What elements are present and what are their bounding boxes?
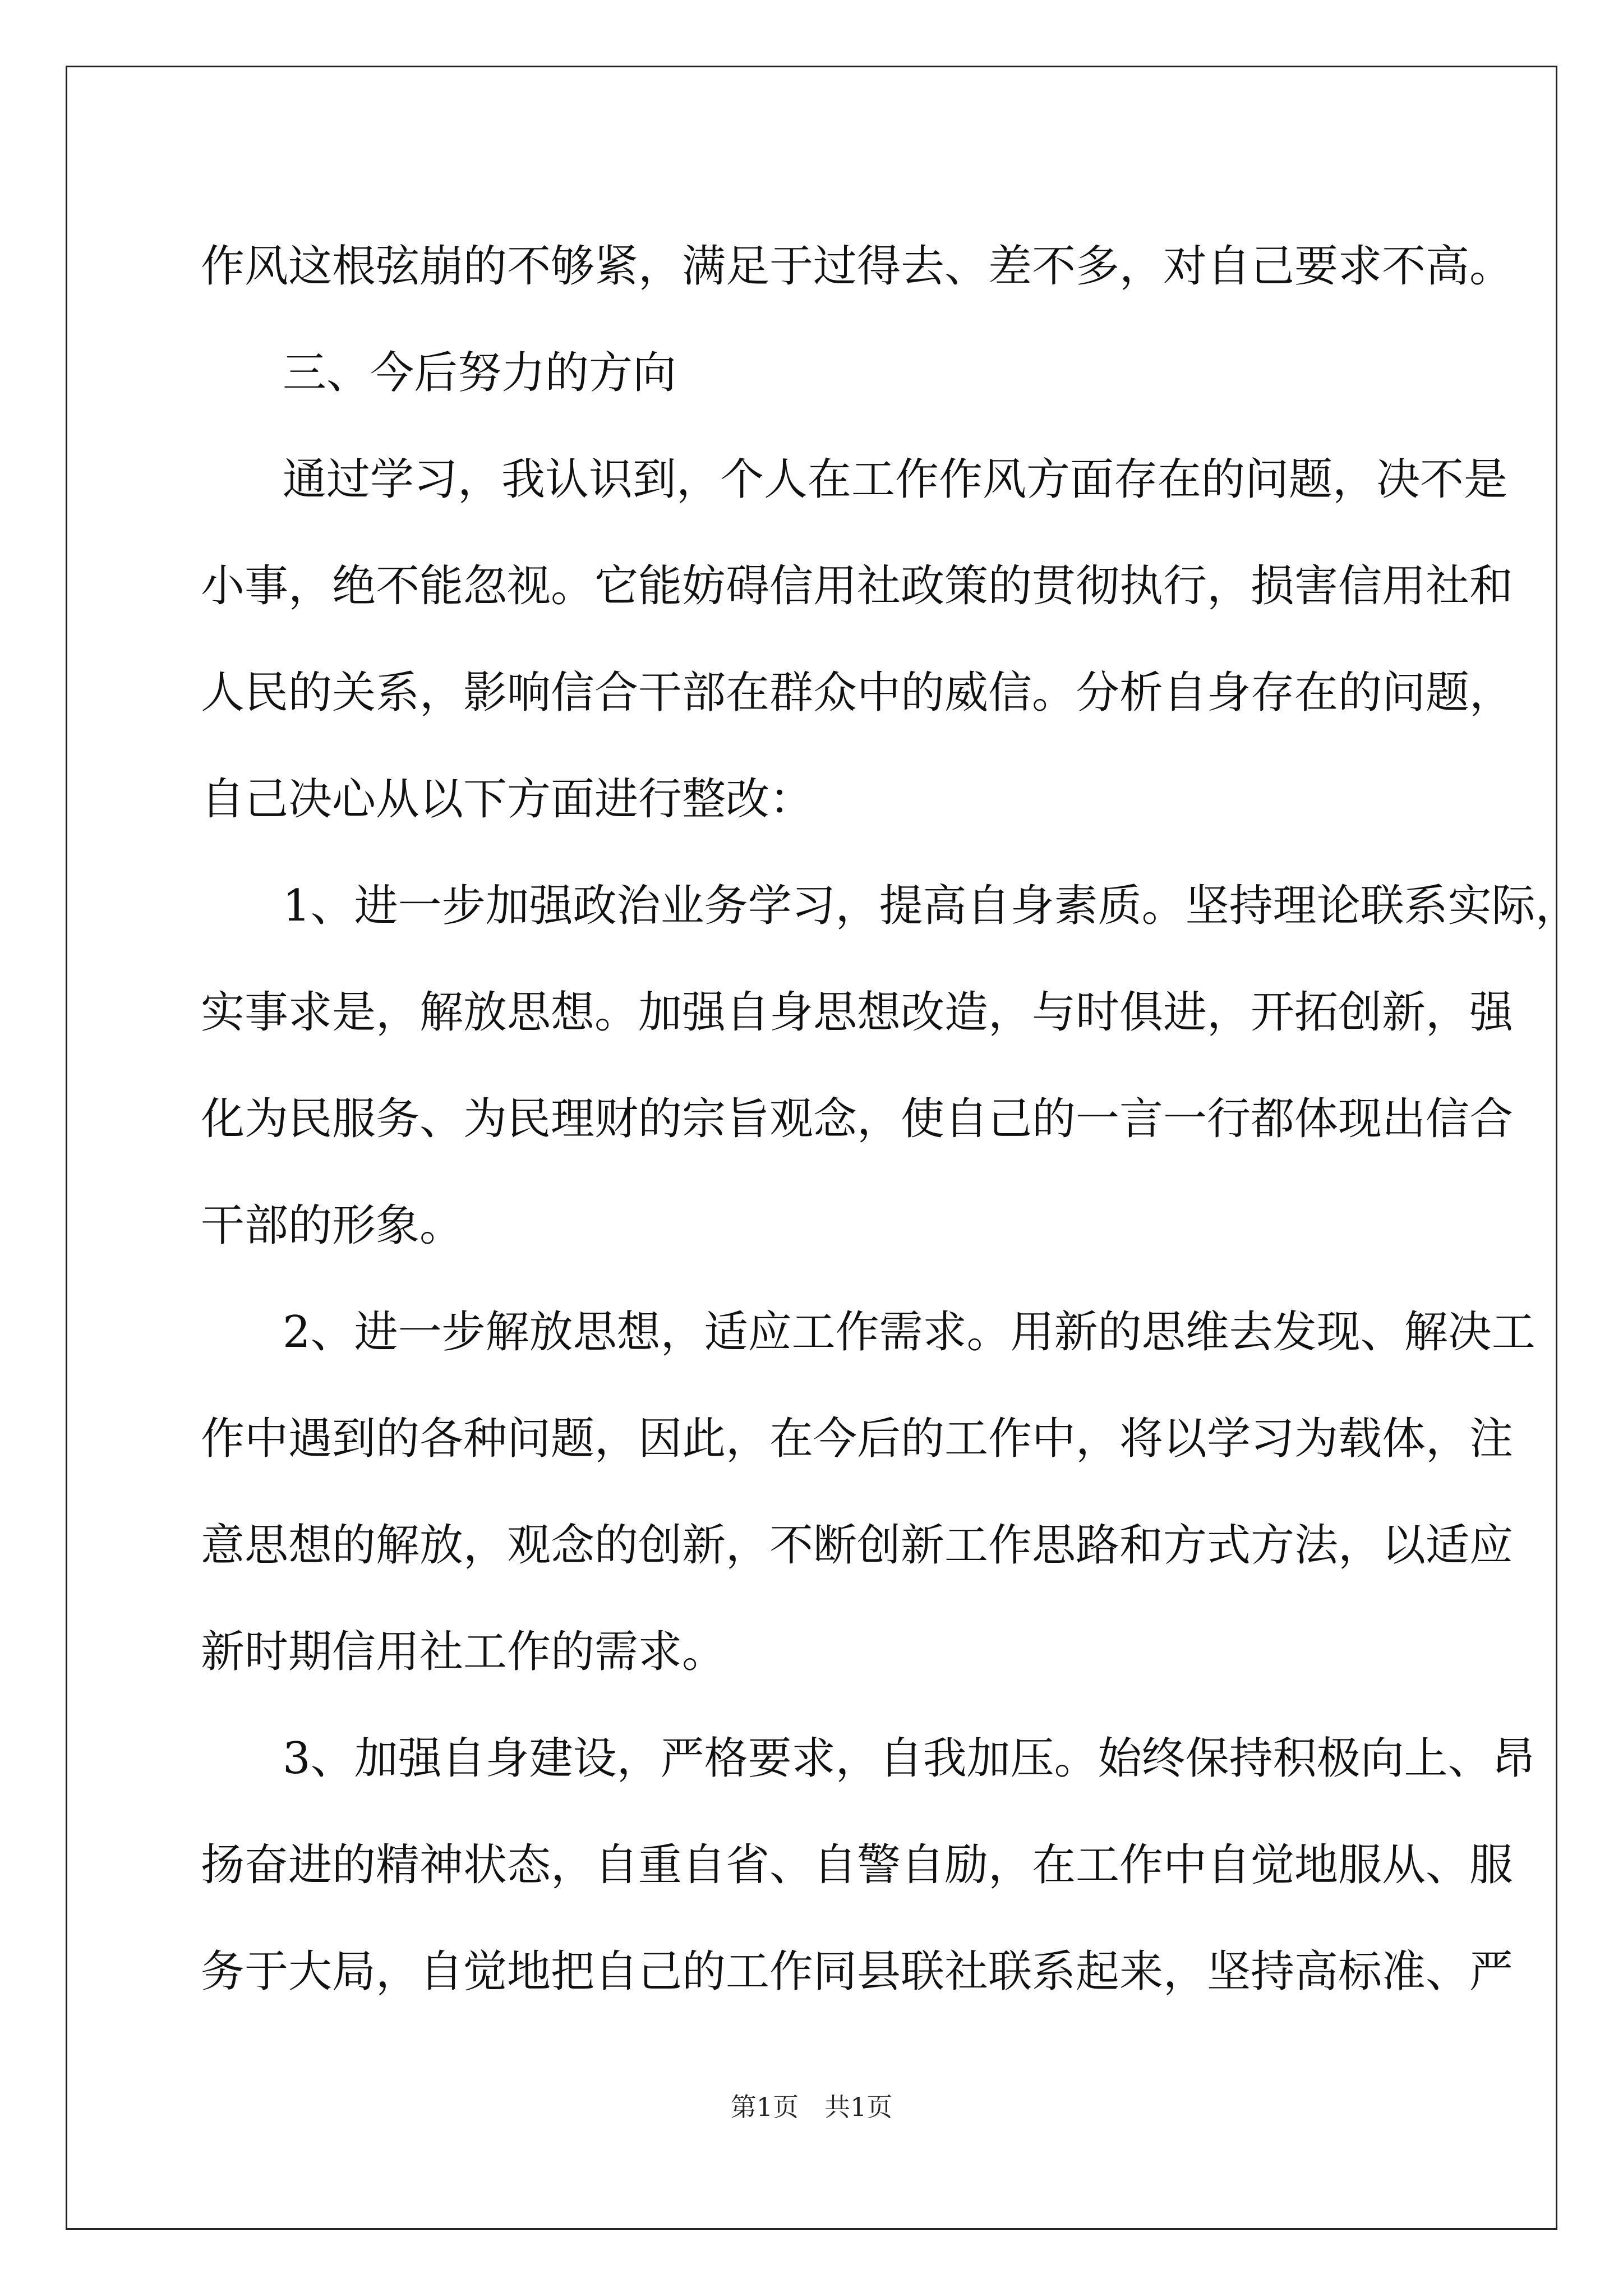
text-line: 作中遇到的各种问题，因此，在今后的工作中，将以学习为载体，注	[201, 1414, 1514, 1464]
text-line: 3、加强自身建设，严格要求，自我加压。始终保持积极向上、昂	[283, 1733, 1536, 1784]
text-line: 2、进一步解放思想，适应工作需求。用新的思维去发现、解决工	[283, 1307, 1536, 1358]
paragraph	[201, 1279, 1536, 1705]
section-heading	[201, 320, 1429, 426]
text-line: 通过学习，我认识到，个人在工作作风方面存在的问题，决不是	[283, 454, 1508, 505]
text-line: 小事，绝不能忽视。它能妨碍信用社政策的贯彻执行，损害信用社和	[201, 561, 1514, 611]
page-number: 第1页	[730, 2092, 799, 2122]
paragraph	[201, 1705, 1536, 2025]
text-line: 自己决心从以下方面进行整改：	[201, 774, 814, 825]
page-total: 共1页	[824, 2092, 893, 2122]
text-line: 人民的关系，影响信合干部在群众中的威信。分析自身存在的问题，	[201, 668, 1514, 718]
text-line: 新时期信用社工作的需求。	[201, 1627, 726, 1677]
text-line: 化为民服务、为民理财的宗旨观念，使自己的一言一行都体现出信合	[201, 1094, 1514, 1144]
text-line: 实事求是，解放思想。加强自身思想改造，与时俱进，开拓创新，强	[201, 987, 1514, 1038]
text-line: 三、今后努力的方向	[283, 348, 677, 398]
text-line: 1、进一步加强政治业务学习，提高自身素质。坚持理论联系实际，	[283, 881, 1579, 931]
page-footer	[0, 2087, 1623, 2124]
text-line: 务于大局，自觉地把自己的工作同县联社联系起来，坚持高标准、严	[201, 1947, 1514, 1997]
text-line: 干部的形象。	[201, 1200, 464, 1251]
paragraph	[201, 426, 1514, 853]
paragraph	[201, 853, 1579, 1279]
text-line: 意思想的解放，观念的创新，不断创新工作思路和方式方法，以适应	[201, 1520, 1514, 1571]
text-line: 作风这根弦崩的不够紧，满足于过得去、差不多，对自己要求不高。	[201, 241, 1514, 292]
paragraph	[201, 213, 1514, 320]
text-line: 扬奋进的精神状态，自重自省、自警自励，在工作中自觉地服从、服	[201, 1840, 1514, 1890]
document-body	[201, 213, 1579, 2025]
